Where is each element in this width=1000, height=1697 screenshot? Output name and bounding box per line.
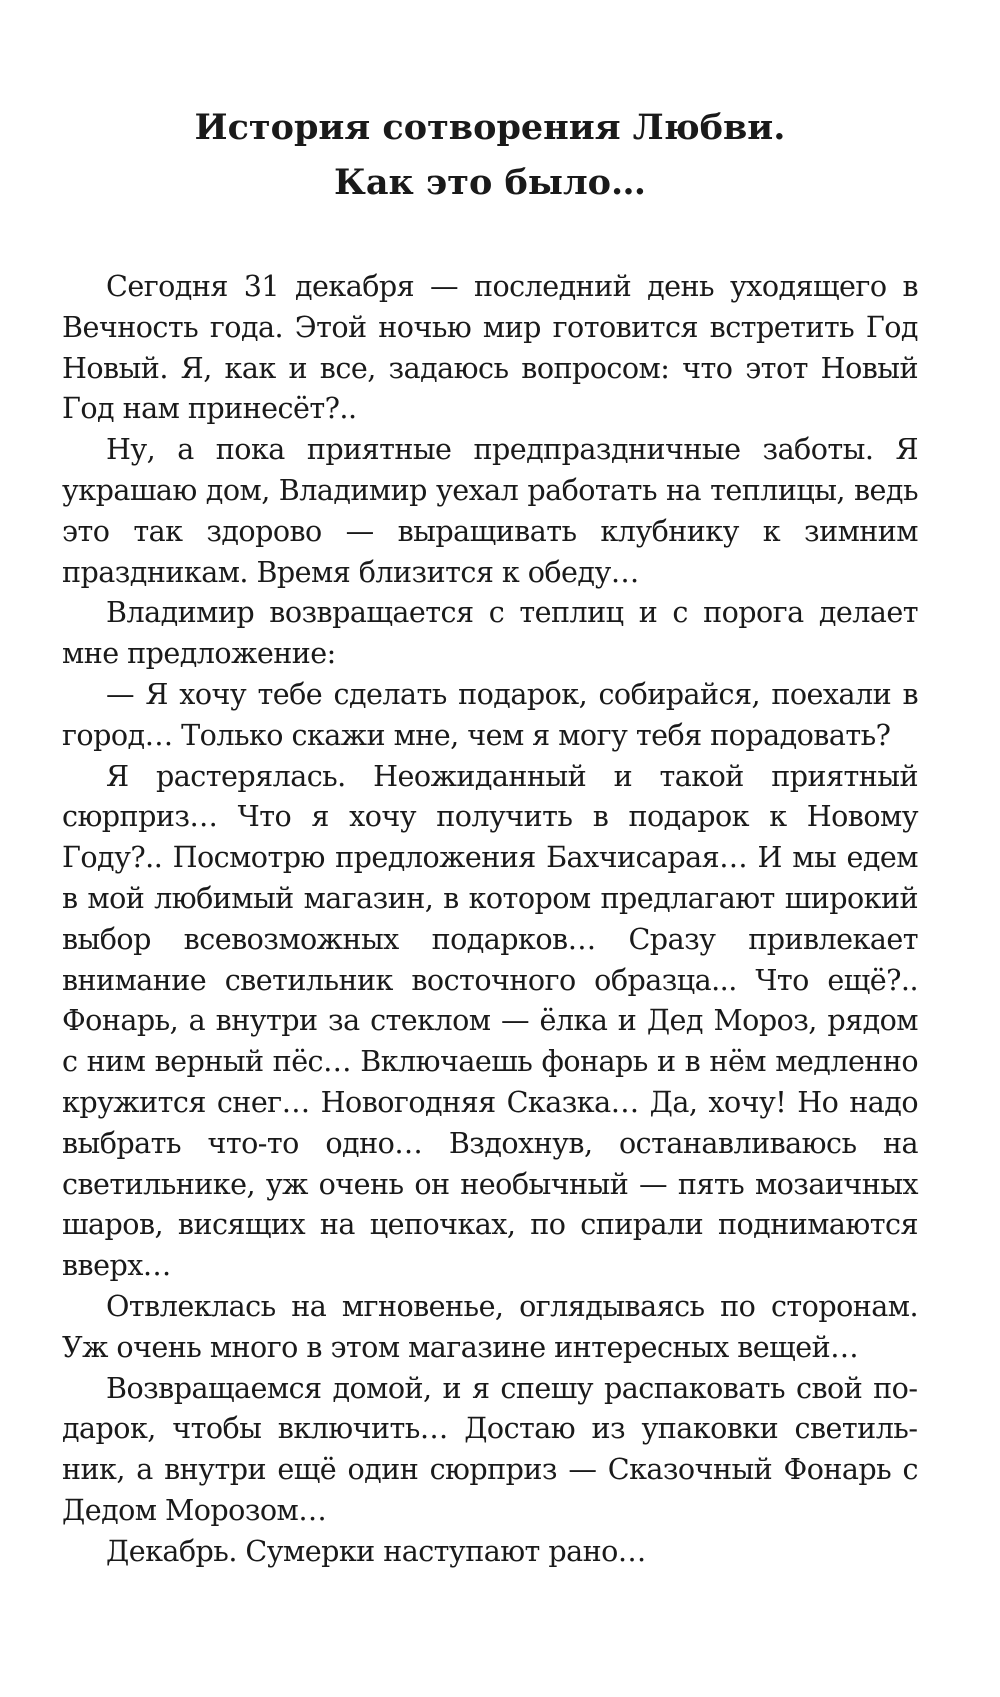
paragraph: — Я хочу тебе сделать подарок, собирайся, поехали в город… Только скажи мне, чем я могу тебя порадовать? (62, 676, 918, 752)
paragraph: Отвлеклась на мгновенье, оглядываясь по сторонам. Уж очень много в этом магазине интересных вещей… (62, 1288, 918, 1364)
book-page (62, 100, 918, 1572)
paragraph: Возвращаемся домой, и я спешу распаковать свой подарок, чтобы включить… Достаю из упаковки светильник, а внутри ещё один сюрприз — Сказочный Фонарь с Дедом Морозом… (62, 1370, 918, 1527)
paragraph: Я растерялась. Неожиданный и такой приятный сюрприз… Что я хочу получить в подарок к Новому Году?.. Посмотрю предложения Бахчисарая… И мы едем в мой любимый магазин, в котором предлагают широкий выбор всевозможных подарков… Сразу привлекает внимание светильник восточного образца... Что ещё?.. Фонарь, а внутри за стеклом — ёлка и Дед Мороз, рядом с ним верный пёс… Включаешь фонарь и в нём медленно кружится снег… Новогодняя Сказка… Да, хочу! Но надо выбрать что-то одно… Вздохнув, останавливаюсь на светильнике, уж очень он необычный — пять мозаичных шаров, висящих на цепочках, по спирали поднимаются вверх… (62, 758, 918, 1283)
paragraph: Декабрь. Сумерки наступают рано… (106, 1533, 646, 1568)
paragraph: Ну, а пока приятные предпраздничные заботы. Я украшаю дом, Владимир уехал работать на теплицы, ведь это так здорово — выращивать клубнику к зимним праздникам. Время близится к обеду… (62, 432, 918, 589)
paragraph: Владимир возвращается с теплиц и с порога делает мне предложение: (62, 595, 918, 671)
paragraph: Сегодня 31 декабря — последний день уходящего в Вечность года. Этой ночью мир готовится встретить Год Новый. Я, как и все, задаюсь вопросом: что этот Новый Год нам принесёт?.. (62, 269, 918, 426)
chapter-body (62, 266, 918, 1572)
chapter-title-line-1: История сотворения Любви. (194, 107, 786, 148)
chapter-title-line-2: Как это было… (334, 162, 646, 203)
chapter-title (62, 100, 918, 210)
